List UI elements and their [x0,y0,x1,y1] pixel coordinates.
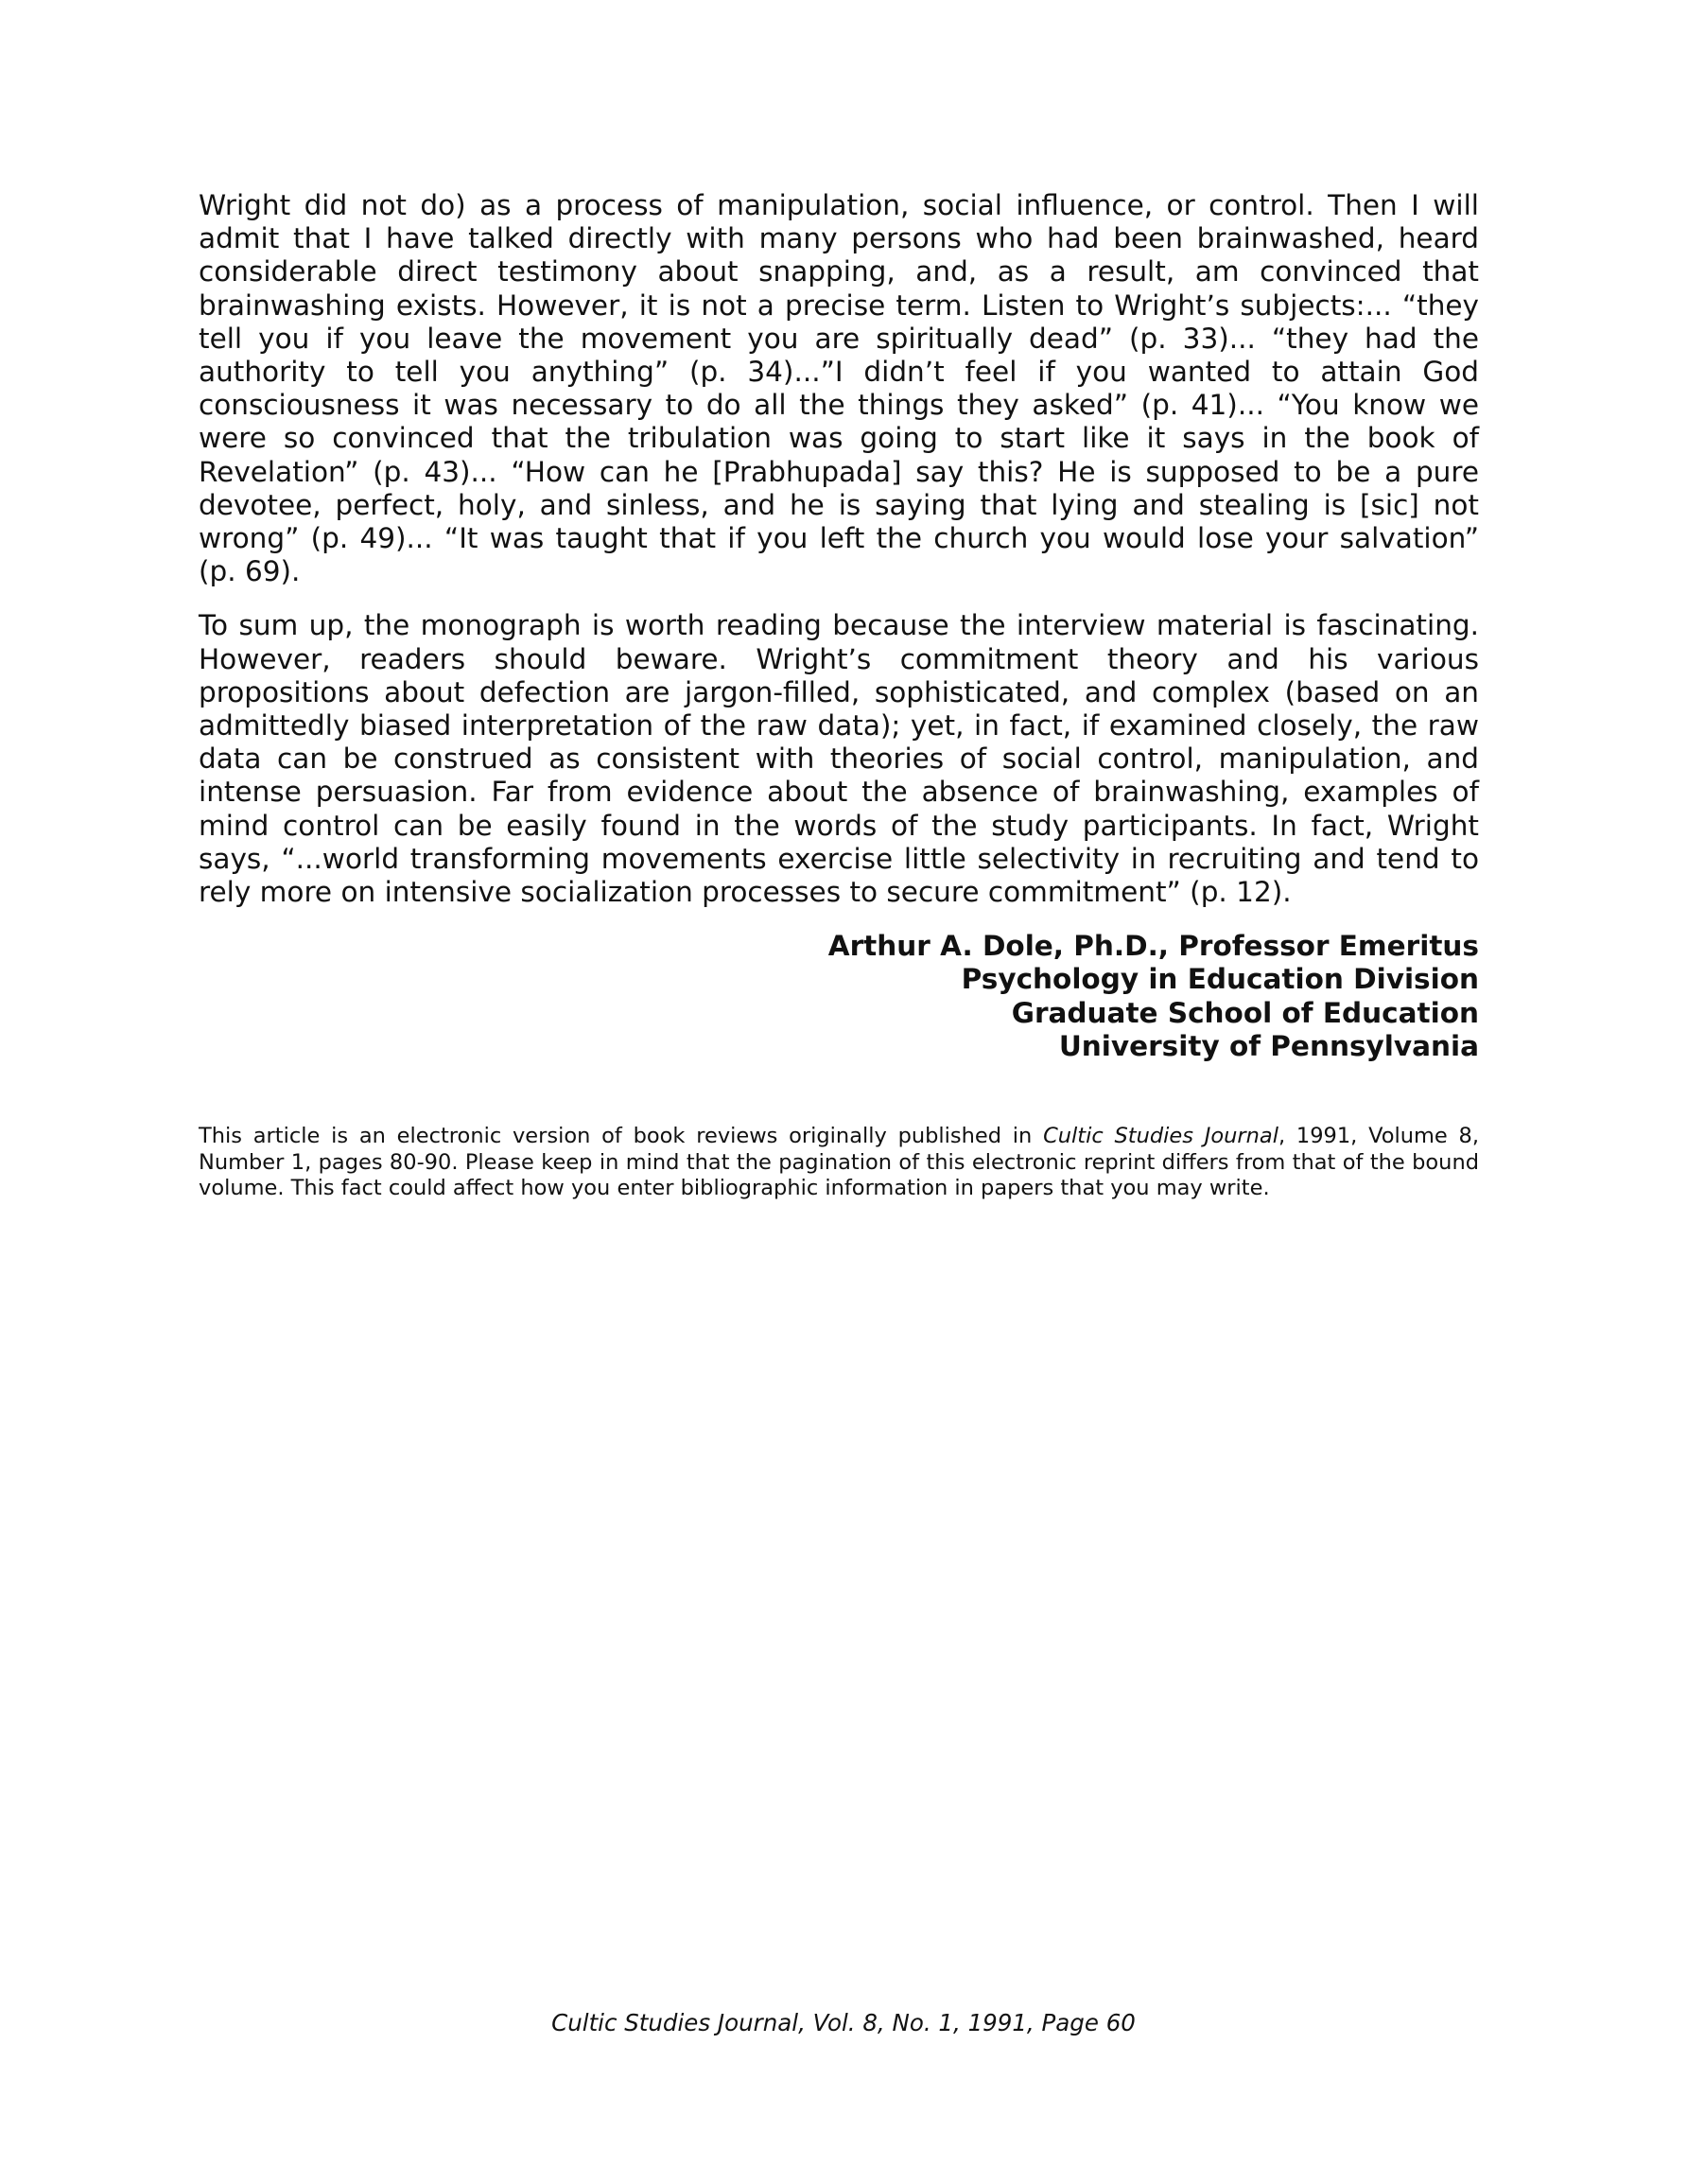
publication-note-text-continued: , 1991, Volume 8, Number 1, pages 80-90. Please keep in mind that the pagination of this electronic reprint differs from that of the bound volume. This fact could affect how you enter bibliographic information in papers that you may write. [199,1124,1480,1201]
journal-title: Cultic Studies Journal [1043,1124,1278,1149]
body-paragraph: Wright did not do) as a process of manipulation, social influence, or control. Then I will admit that I have talked directly with many persons who had been brainwashed, heard considerable direct testimony about snapping, and, as a result, am convinced that brainwashing exists. However, it is not a precise term. Listen to Wright’s subjects:... “they tell you if you leave the movement you are spiritually dead” (p. 33)... “they had the authority to tell you anything” (p. 34)...”I didn’t feel if you wanted to attain God consciousness it was necessary to do all the things they asked” (p. 41)... “You know we were so convinced that the tribulation was going to start like it says in the book of Revelation” (p. 43)... “How can he [Prabhupada] say this? He is supposed to be a pure devotee, perfect, holy, and sinless, and he is saying that lying and stealing is [sic] not wrong” (p. 49)... “It was taught that if you left the church you would lose your salvation” (p. 69). [199,189,1479,588]
author-division: Psychology in Education Division [961,963,1479,996]
page-footer: Cultic Studies Journal, Vol. 8, No. 1, 1991, Page 60 [551,2009,1136,2036]
publication-note [199,1124,1479,1202]
body-paragraph: To sum up, the monograph is worth reading because the interview material is fascinating. However, readers should beware. Wright’s commitment theory and his various propositions about defection are jargon-filled, sophisticated, and complex (based on an admittedly biased interpretation of the raw data); yet, in fact, if examined closely, the raw data can be construed as consistent with theories of social control, manipulation, and intense persuasion. Far from evidence about the absence of brainwashing, examples of mind control can be easily found in the words of the study participants. In fact, Wright says, “...world transforming movements exercise little selectivity in recruiting and tend to rely more on intensive socialization processes to secure commitment” (p. 12). [199,609,1479,909]
document-page [199,189,1479,1223]
author-school: Graduate School of Education [1011,996,1479,1029]
author-signature [199,930,1479,1063]
author-name: Arthur A. Dole, Ph.D., Professor Emeritus [827,930,1479,963]
author-university: University of Pennsylvania [1058,1029,1479,1062]
publication-note-text: This article is an electronic version of book reviews originally published in [199,1124,1044,1149]
